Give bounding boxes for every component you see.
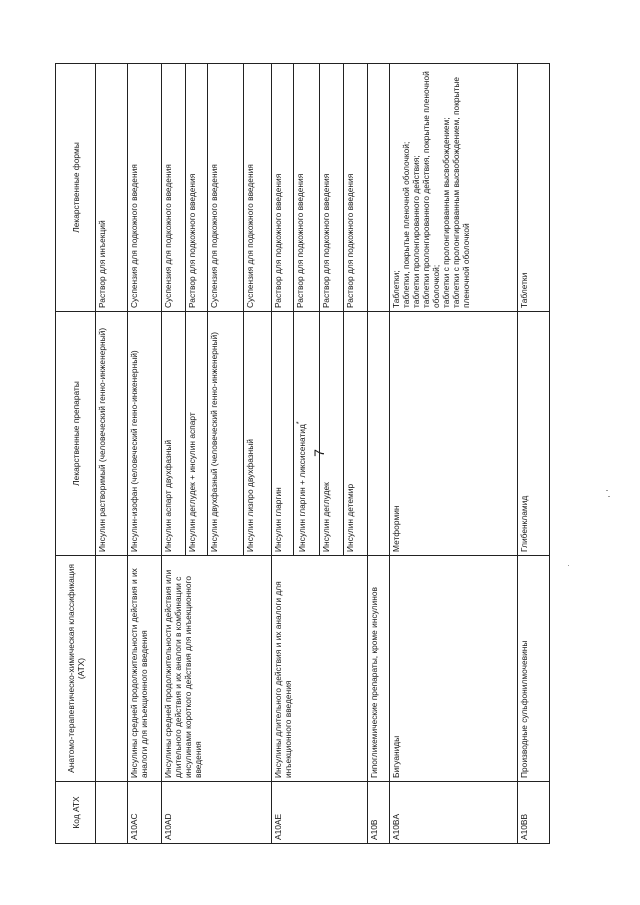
form-cell: Суспензия для подкожного введения [128, 64, 162, 312]
atc-table-rotated [55, 64, 593, 844]
drug-name: Инсулин гларгин + ликсисенатид [296, 424, 307, 552]
table-row [272, 64, 294, 844]
drug-cell: Инсулин гларгин [272, 312, 294, 556]
drug-cell: Инсулин-изофан (человеческий генно-инженерный) [128, 312, 162, 556]
header-forms: Лекарственные формы [56, 64, 96, 312]
footnote-mark: * [296, 421, 303, 425]
drug-cell: Инсулин растворимый (человеческий генно-инженерный) [96, 312, 128, 556]
drug-cell [368, 312, 390, 556]
drug-cell: Инсулин деглудек [320, 312, 344, 556]
form-cell [390, 64, 518, 312]
drug-cell: Инсулин двухфазный (человеческий генно-инженерный) [208, 312, 244, 556]
form-cell: Суспензия для подкожного введения [244, 64, 272, 312]
drug-cell: Инсулин деглудек + инсулин аспарт [186, 312, 208, 556]
header-code: Код АТХ [56, 782, 96, 844]
table-row [162, 64, 186, 844]
class-cell: Бигуаниды [390, 556, 518, 782]
page-number: 7 [311, 449, 327, 457]
header-drugs: Лекарственные препараты [56, 312, 96, 556]
table-header-row [56, 64, 96, 844]
form-line: таблетки с пролонгированным высвобождением; [441, 117, 451, 308]
code-cell: A10AC [128, 782, 162, 844]
code-cell [96, 782, 128, 844]
code-cell: A10AD [162, 782, 272, 844]
form-line: таблетки, покрытые пленочной оболочкой; [401, 141, 411, 308]
scan-speck [606, 490, 608, 491]
code-cell: A10B [368, 782, 390, 844]
form-line: таблетки пролонгированного действия, покрытые пленочной оболочкой; [421, 71, 441, 308]
table-row [518, 64, 550, 844]
class-cell: Инсулины средней продолжительности действия и их аналоги для инъекционного введения [128, 556, 162, 782]
form-cell: Раствор для подкожного введения [320, 64, 344, 312]
form-cell: Раствор для подкожного введения [294, 64, 320, 312]
scan-speck [568, 565, 569, 566]
form-cell: Суспензия для подкожного введения [208, 64, 244, 312]
form-cell: Раствор для подкожного введения [344, 64, 368, 312]
drug-cell: Инсулин лизпро двухфазный [244, 312, 272, 556]
code-cell: A10BA [390, 782, 518, 844]
form-cell: Раствор для инъекций [96, 64, 128, 312]
table-row [96, 64, 128, 844]
form-cell: Раствор для подкожного введения [186, 64, 208, 312]
class-cell: Инсулины средней продолжительности действия или длительного действия и их аналоги в комбинации с инсулинами короткого действия для инъекционного введения [162, 556, 272, 782]
scan-speck [608, 496, 610, 497]
class-cell: Инсулины длительного действия и их аналоги для инъекционного введения [272, 556, 368, 782]
form-line: таблетки с пролонгированным высвобождением, покрытые пленочной оболочкой [451, 76, 471, 308]
drug-cell: Инсулин детемир [344, 312, 368, 556]
form-cell [368, 64, 390, 312]
atc-table [55, 63, 550, 844]
table-row [368, 64, 390, 844]
drug-cell: Глибенкламид [518, 312, 550, 556]
drug-cell: Инсулин аспарт двухфазный [162, 312, 186, 556]
form-cell: Раствор для подкожного введения [272, 64, 294, 312]
form-line: таблетки пролонгированного действия; [411, 155, 421, 308]
class-cell [96, 556, 128, 782]
table-row [128, 64, 162, 844]
code-cell: A10AE [272, 782, 368, 844]
table-row [390, 64, 518, 844]
form-line: Таблетки; [391, 270, 401, 308]
drug-cell [294, 312, 320, 556]
drug-cell: Метформин [390, 312, 518, 556]
class-cell: Производные сульфонилмочевины [518, 556, 550, 782]
form-cell: Таблетки [518, 64, 550, 312]
class-cell: Гипогликемические препараты, кроме инсулинов [368, 556, 390, 782]
form-cell: Суспензия для подкожного введения [162, 64, 186, 312]
header-class: Анатомо-терапевтическо-химическая классификация (АТХ) [56, 556, 96, 782]
code-cell: A10BB [518, 782, 550, 844]
